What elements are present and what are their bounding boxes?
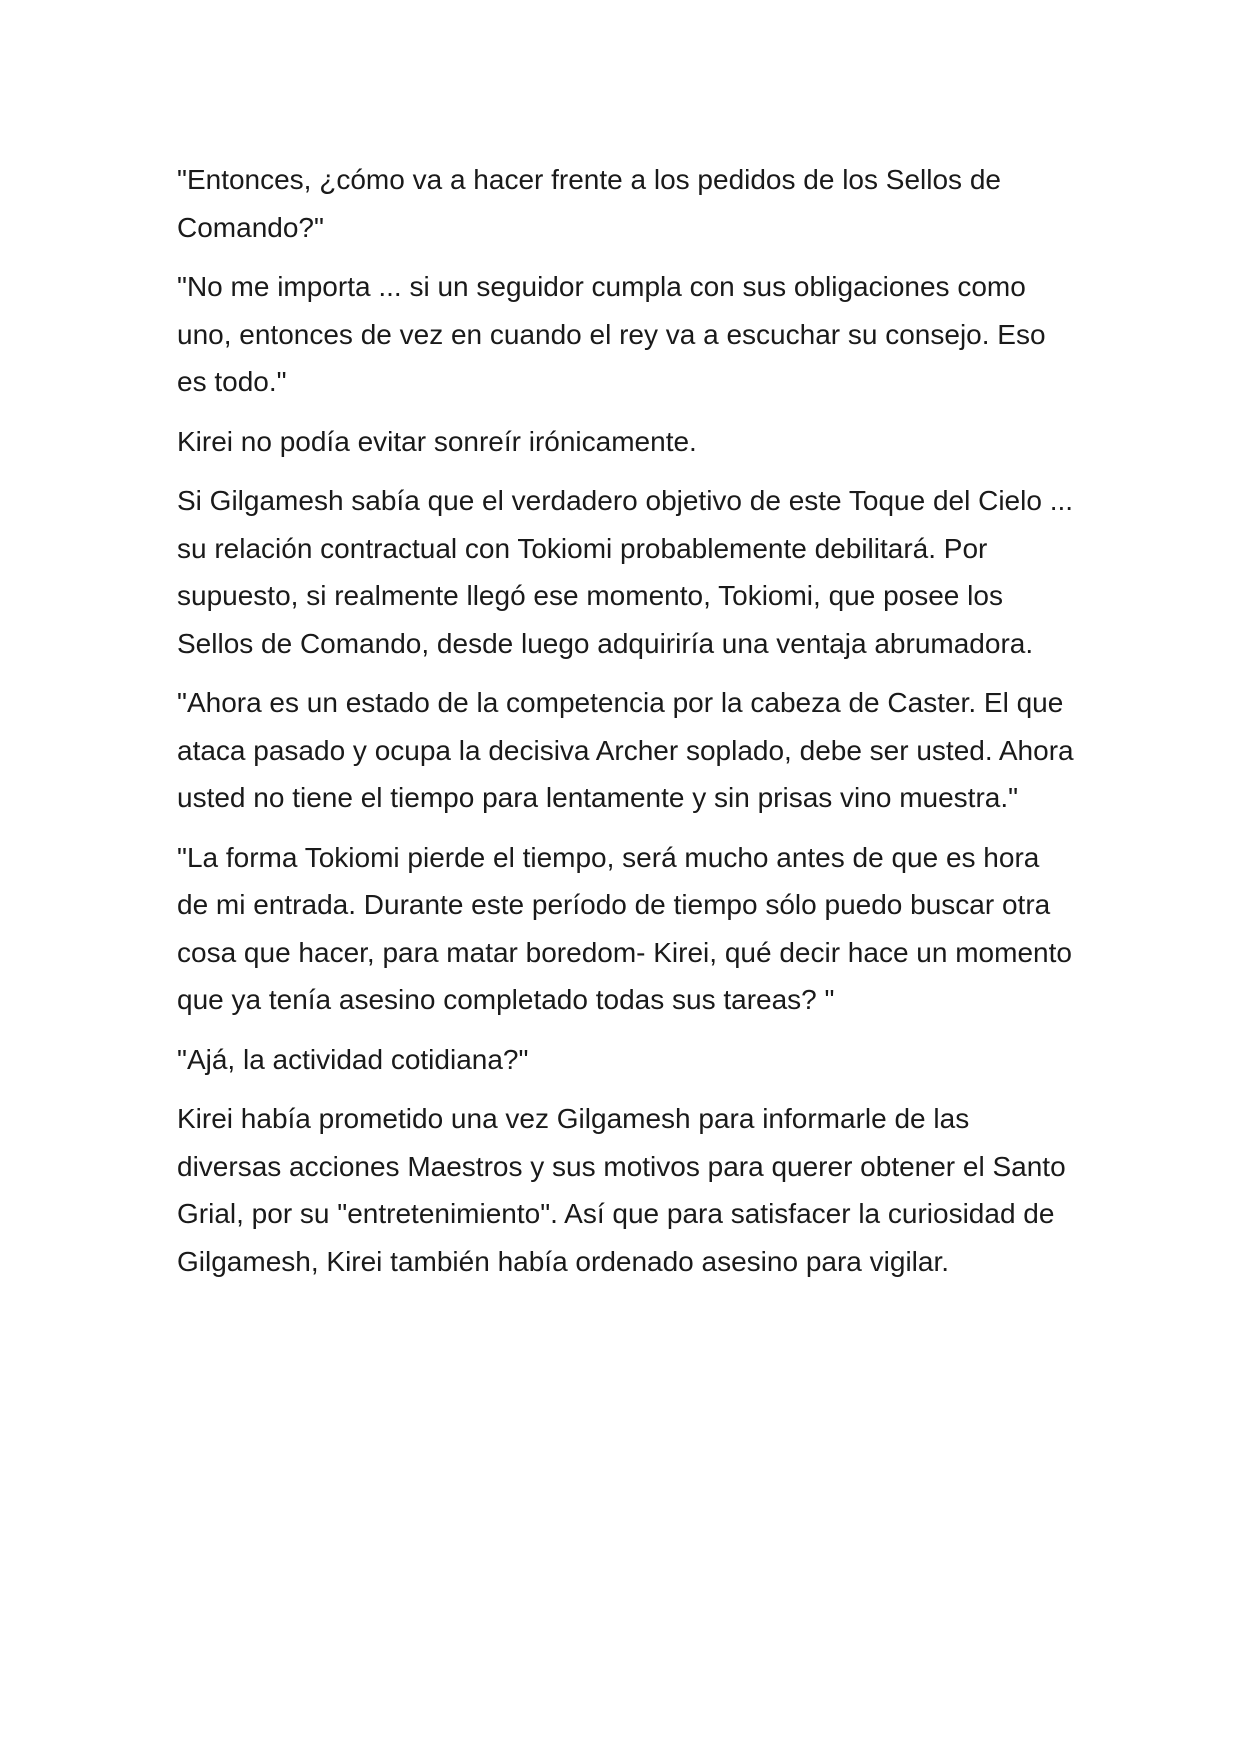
paragraph: Kirei no podía evitar sonreír irónicamente.	[177, 425, 697, 457]
paragraph: "La forma Tokiomi pierde el tiempo, será mucho antes de que es hora de mi entrada. Durante este período de tiempo sólo puedo buscar otra cosa que hacer, para matar boredom- Kirei, qué decir hace un momento que ya tenía asesino completado todas sus tareas? "	[177, 841, 1072, 1015]
paragraph: Si Gilgamesh sabía que el verdadero objetivo de este Toque del Cielo ... su relación contractual con Tokiomi probablemente debilitará. Por supuesto, si realmente llegó ese momento, Tokiomi, que posee los Sellos de Comando, desde luego adquiriría una ventaja abrumadora.	[177, 485, 1074, 659]
paragraph: "Ahora es un estado de la competencia por la cabeza de Caster. El que ataca pasado y ocupa la decisiva Archer soplado, debe ser usted. Ahora usted no tiene el tiempo para lentamente y sin prisas vino muestra."	[177, 687, 1074, 813]
paragraph: "No me importa ... si un seguidor cumpla con sus obligaciones como uno, entonces de vez en cuando el rey va a escuchar su consejo. Eso es todo."	[177, 271, 1046, 397]
paragraph: "Entonces, ¿cómo va a hacer frente a los pedidos de los Sellos de Comando?"	[177, 164, 1001, 243]
document-body	[177, 156, 1077, 1297]
paragraph: Kirei había prometido una vez Gilgamesh para informarle de las diversas acciones Maestros y sus motivos para querer obtener el Santo Grial, por su "entretenimiento". Así que para satisfacer la curiosidad de Gilgamesh, Kirei también había ordenado asesino para vigilar.	[177, 1103, 1066, 1277]
paragraph: "Ajá, la actividad cotidiana?"	[177, 1043, 529, 1075]
